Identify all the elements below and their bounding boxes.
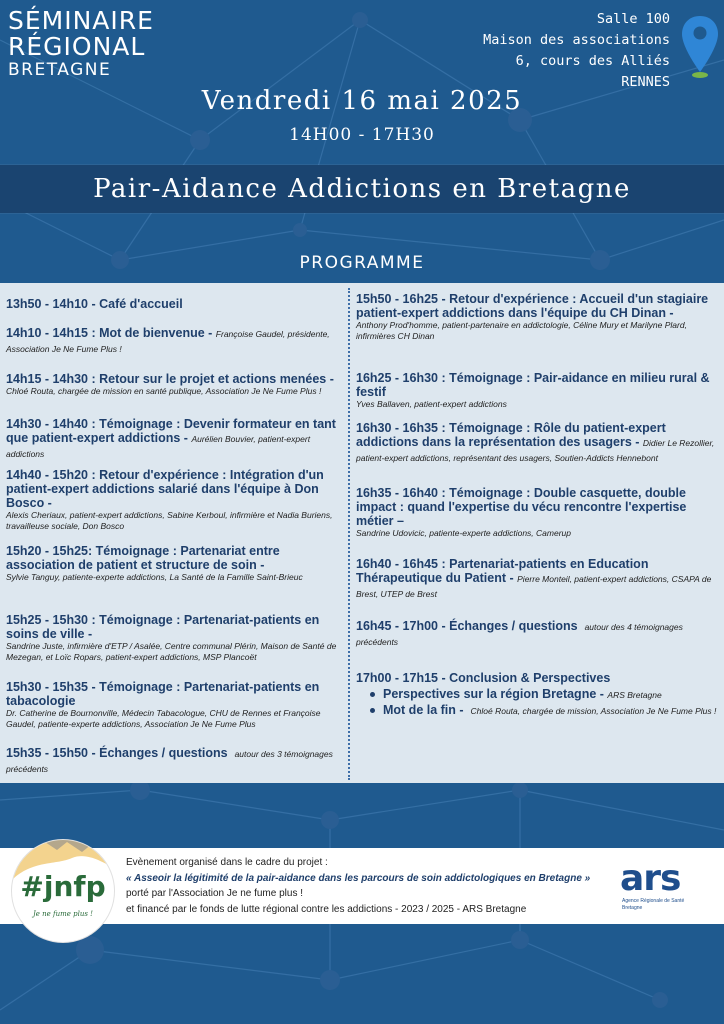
programme-item bbox=[6, 544, 344, 583]
programme-item bbox=[6, 613, 344, 663]
programme-item bbox=[6, 468, 344, 532]
jnfp-logo bbox=[12, 840, 114, 942]
ars-logo-text bbox=[620, 858, 680, 899]
item-detail: autour des 3 témoignages précédents bbox=[6, 749, 333, 774]
programme-item bbox=[356, 557, 718, 601]
footer-line1: Evènement organisé dans le cadre du projet : bbox=[126, 857, 328, 868]
seminar-title-line2: RÉGIONAL bbox=[8, 32, 146, 61]
programme-item bbox=[6, 372, 344, 397]
event-date: Vendredi 16 mai 2025 bbox=[201, 86, 523, 116]
ars-subtitle-line1: Agence Régionale de Santé bbox=[622, 898, 685, 904]
seminar-title bbox=[8, 8, 154, 80]
bullet-label: Mot de la fin - bbox=[383, 703, 464, 717]
bullet-item bbox=[370, 687, 718, 703]
item-title: 14h15 - 14h30 : Retour sur le projet et actions menées - bbox=[6, 372, 334, 386]
event-hours: 14H00 - 17H30 bbox=[289, 125, 435, 145]
item-detail: Dr. Catherine de Bournonville, Médecin Tabacologue, CHU de Rennes et Françoise Gaudel, patiente-experte addictions, Association Je Ne Fume Plus bbox=[6, 708, 321, 729]
venue-city: RENNES bbox=[621, 74, 670, 90]
footer-text bbox=[126, 855, 590, 917]
logo-text: #jnfp bbox=[20, 870, 106, 903]
item-detail: Sylvie Tanguy, patiente-experte addictions, La Santé de la Famille Saint-Brieuc bbox=[6, 572, 303, 582]
programme-item bbox=[356, 671, 718, 719]
item-title: 15h20 - 15h25: Témoignage : Partenariat entre association de patient et structure de soin - bbox=[6, 544, 280, 572]
programme-item bbox=[6, 680, 344, 730]
item-title: 13h50 - 14h10 - Café d'accueil bbox=[6, 297, 183, 311]
seminar-title-line3: BRETAGNE bbox=[8, 60, 112, 80]
item-title: 15h50 - 16h25 - Retour d'expérience : Accueil d'un stagiaire patient-expert addictions dans l'équipe du CH Dinan - bbox=[356, 292, 709, 320]
programme-item bbox=[356, 371, 718, 410]
bullet-label: Perspectives sur la région Bretagne - bbox=[383, 687, 604, 701]
programme-item bbox=[6, 417, 344, 461]
conclusion-bullets bbox=[370, 687, 718, 719]
item-title: 16h35 - 16h40 : Témoignage : Double casquette, double impact : quand l'expertise du vécu rencontre l'expertise métier – bbox=[356, 486, 687, 528]
programme-item bbox=[6, 746, 344, 776]
item-detail: Alexis Cheriaux, patient-expert addictions, Sabine Kerboul, infirmière et Nadia Buriens, travailleuse sociale, Don Bosco bbox=[6, 510, 333, 531]
programme-item bbox=[356, 421, 718, 465]
item-title: 16h25 - 16h30 : Témoignage : Pair-aidance en milieu rural & festif bbox=[356, 371, 710, 399]
event-title: Pair-Aidance Addictions en Bretagne bbox=[93, 174, 631, 204]
programme-item bbox=[6, 326, 344, 356]
programme-item bbox=[356, 292, 718, 342]
bullet-item bbox=[370, 703, 718, 719]
item-detail: Chloé Routa, chargée de mission en santé publique, Association Je Ne Fume Plus ! bbox=[6, 386, 322, 396]
item-title: 14h10 - 14h15 : Mot de bienvenue - bbox=[6, 326, 213, 340]
item-title: 15h25 - 15h30 : Témoignage : Partenariat-patients en soins de ville - bbox=[6, 613, 320, 641]
ars-subtitle bbox=[622, 898, 684, 912]
project-title: « Asseoir la légitimité de la pair-aidance dans les parcours de soin addictologiques en Bretagne » bbox=[126, 872, 591, 884]
footer-line4: et financé par le fonds de lutte régional contre les addictions - 2023 / 2025 - ARS Bretagne bbox=[126, 903, 527, 915]
item-detail: Anthony Prod'homme, patient-partenaire en addictologie, Céline Mury et Marilyne Plard, infirmières CH Dinan bbox=[356, 320, 687, 341]
item-detail: Aurélien Bouvier, patient-expert addictions bbox=[6, 434, 311, 459]
programme-item bbox=[356, 486, 718, 539]
item-title: 16h30 - 16h35 : Témoignage : Rôle du patient-expert addictions dans la représentation des usagers - bbox=[356, 421, 666, 449]
item-title: 15h35 - 15h50 - Échanges / questions bbox=[6, 746, 228, 760]
ars-subtitle-line2: Bretagne bbox=[622, 905, 643, 911]
bullet-detail: Chloé Routa, chargée de mission, Association Je Ne Fume Plus ! bbox=[470, 706, 717, 716]
item-detail: Pierre Monteil, patient-expert addictions, CSAPA de Brest, UTEP de Brest bbox=[356, 574, 712, 599]
venue-address bbox=[483, 9, 670, 93]
bullet-icon bbox=[370, 692, 375, 697]
item-detail: Françoise Gaudel, présidente, Association Je Ne Fume Plus ! bbox=[6, 329, 330, 354]
location-pin-icon bbox=[680, 14, 720, 80]
item-detail: Sandrine Udovicic, patiente-experte addictions, Camerup bbox=[356, 528, 571, 538]
item-title: 16h40 - 16h45 : Partenariat-patients en Education Thérapeutique du Patient - bbox=[356, 557, 649, 585]
seminar-title-line1: SÉMINAIRE bbox=[8, 6, 154, 35]
item-title: 14h40 - 15h20 : Retour d'expérience : Intégration d'un patient-expert addictions salarié dans l'équipe à Don Bosco - bbox=[6, 468, 324, 510]
item-detail: Didier Le Rezollier, patient-expert addictions, représentant des usagers, Soutien-Addicts Hennebont bbox=[356, 438, 715, 463]
logo-subtitle: Je ne fume plus ! bbox=[32, 910, 93, 918]
column-divider bbox=[348, 288, 350, 780]
footer-line3: porté par l'Association Je ne fume plus ! bbox=[126, 888, 304, 899]
bullet-icon bbox=[370, 708, 375, 713]
item-detail: Sandrine Juste, infirmière d'ETP / Asalée, Centre communal Plérin, Maison de Santé de Mezegan, et Loïc Ropars, patient-expert addictions, MSP Plancoët bbox=[6, 641, 337, 662]
item-title: 16h45 - 17h00 - Échanges / questions bbox=[356, 619, 578, 633]
item-title: 17h00 - 17h15 - Conclusion & Perspectives bbox=[356, 671, 611, 685]
item-title: 14h30 - 14h40 : Témoignage : Devenir formateur en tant que patient-expert addictions - bbox=[6, 417, 336, 445]
ars-letters: ars bbox=[620, 858, 681, 899]
programme-heading: PROGRAMME bbox=[299, 253, 425, 273]
ars-logo bbox=[620, 860, 712, 916]
venue-street: 6, cours des Alliés bbox=[515, 53, 670, 69]
programme-item bbox=[356, 619, 718, 649]
programme-item bbox=[6, 297, 344, 311]
venue-building: Maison des associations bbox=[483, 32, 670, 48]
item-detail: Yves Ballaven, patient-expert addictions bbox=[356, 399, 507, 409]
bullet-detail: ARS Bretagne bbox=[607, 690, 662, 700]
item-title: 15h30 - 15h35 - Témoignage : Partenariat-patients en tabacologie bbox=[6, 680, 320, 708]
item-detail: autour des 4 témoignages précédents bbox=[356, 622, 683, 647]
venue-room: Salle 100 bbox=[596, 11, 670, 27]
